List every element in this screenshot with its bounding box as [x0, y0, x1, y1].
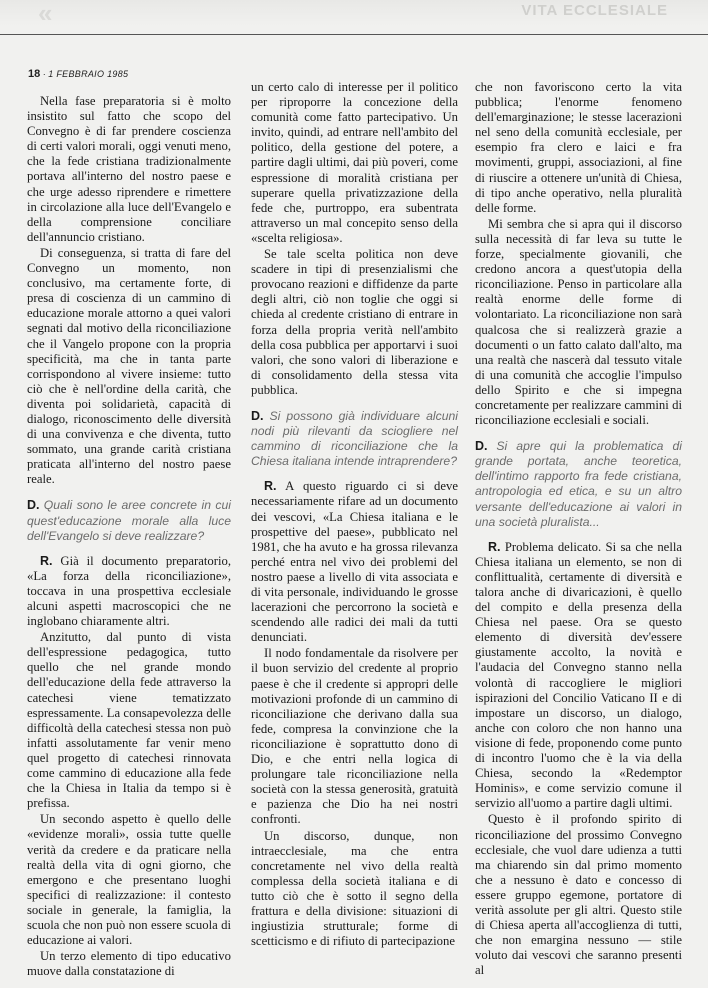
answer-text: Problema delicato. Si sa che nella Chiesa italiana un elemento, se non di conflittualità, certamente di diversità e talora anche di divaricazioni, è quello del compito e della presenza della Chiesa nel paese. Ora se questo elemento di diversità dev'essere giustamente accolto, la novità e l'audacia del Convegno stanno nella volontà di raccogliere le migliori ispirazioni del Concilio Vaticano II e di impostare un discorso, un dialogo, anche con coloro che non hanno una visione di fede, proponendo come punto di incontro l'uomo che è la via della Chiesa, secondo la «Redemptor Hominis», e come servizio comune il servizio all'uomo a partire dagli ultimi.: [475, 539, 682, 811]
question-text: Quali sono le aree concrete in cui quest'educazione morale alla luce dell'Evangelo si deve realizzare?: [27, 498, 231, 543]
column-2: [251, 80, 458, 950]
folio-separator: ·: [42, 69, 49, 79]
answer-label: R.: [488, 539, 501, 554]
column-3: [475, 80, 682, 979]
column-1: [27, 94, 231, 980]
previous-page-bleed: [0, 0, 708, 26]
answer-label: R.: [40, 553, 53, 568]
paragraph: un certo calo di interesse per il politico per riproporre la concezione della comunità come fatto partecipativo. Un invito, quindi, ad entrare nell'ambito del politico, della gestione del potere, a partire dagli ultimi, dai più poveri, come espressione di moralità cristiana per superare quella privatizzazione della fede che, purtroppo, era subentrata attraverso un mal concepito senso della «scelta religiosa».: [251, 80, 458, 245]
paragraph: Mi sembra che si apra qui il discorso sulla necessità di far leva su tutte le forze, specialmente giovanili, che credono ancora a quest'utopia della riconciliazione. Penso in particolare alla realtà enorme delle forme di volontariato. La riconciliazione non sarà qualcosa che si realizzerà grazie a documenti o un fatto calato dall'alto, ma una realtà che nascerà dal tessuto vitale di una comunità che accoglie l'impulso dello Spirito e che si impegna concretamente per realizzare cammini di riconciliazione ecclesiali e sociali.: [475, 216, 682, 428]
question: [27, 498, 231, 543]
question: [251, 409, 458, 469]
question-label: D.: [475, 439, 488, 454]
paragraph: Un discorso, dunque, non intraecclesiale, ma che entra concretamente nel vivo della realtà complessa della società italiana e di tutto ciò che è sotto il segno della frattura e della divisione: situazioni di ingiustizia strutturale; forme di scetticismo e di rifiuto di partecipazione: [251, 828, 458, 949]
paragraph: Di conseguenza, si tratta di fare del Convegno un momento, non conclusivo, ma certamente forte, di presa di coscienza di un cammino di educazione morale attorno a quei valori segnati dal motivo della riconciliazione che il Vangelo propone con la propria specificità, ma che in tanta parte corrispondono al vivere insieme: tutto ciò che è nell'ordine della carità, che diventa poi solidarietà, capacità di dialogo, riconoscimento delle diversità di una convivenza e che diventa, tutto sommato, una grande carità cristiana praticata all'interno del nostro paese reale.: [27, 245, 231, 487]
paragraph: Un secondo aspetto è quello delle «evidenze morali», ossia tutte quelle verità da credere e da praticare nella realtà della vita di ogni giorno, che emergono e che presentano luoghi specifici di realizzazione: il contesto sociale in generale, la famiglia, la scuola che non può non essere scuola di educazione ai valori.: [27, 812, 231, 948]
paragraph: Se tale scelta politica non deve scadere in tipi di presenzialismi che provocano reazioni e diffidenze da parte degli altri, ciò non toglie che oggi si chieda al credente cristiano di entrare in forza della propria verità nell'ambito della cosa pubblica per apportarvi i suoi valori, che sono valori di liberazione e di consolidamento della stessa vita pubblica.: [251, 247, 458, 397]
answer-label: R.: [264, 479, 277, 494]
question-text: Si apre qui la problematica di grande portata, anche teoretica, dell'intimo rapporto fra fede cristiana, antropologia ed etica, e su un altro versante dell'educazione ai valori in una società pluralista...: [475, 439, 683, 529]
paragraph: Il nodo fondamentale da risolvere per il buon servizio del credente al proprio paese è che il credente si appropri delle motivazioni profonde di un cammino di riconciliazione che derivano dalla sua fede, compresa la convinzione che la riconciliazione è soprattutto dono di Dio, e che entri nella logica di prolungare tale riconciliazione nella società con la stessa generosità, gratuità e pazienza che Dio ha nei nostri confronti.: [251, 646, 458, 827]
answer: [27, 554, 231, 629]
bleed-running-header: VITA ECCLESIALE: [521, 2, 668, 19]
answer: [475, 540, 682, 812]
answer-text: Già il documento preparatorio, «La forza della riconciliazione», toccava in una prospettiva ecclesiale alcuni aspetti macroscopici che ne inglobano chiaramente altri.: [27, 553, 231, 629]
answer: [251, 479, 458, 645]
paragraph: Nella fase preparatoria si è molto insistito sul fatto che scopo del Convegno è di far prendere coscienza di certi valori morali, oggi venuti meno, che la fede cristiana tradizionalmente portava all'interno del nostro paese e che urge adesso riprendere e rimettere in circolazione alla luce dell'Evangelo e della comprensione conciliare dell'annuncio cristiano.: [27, 94, 231, 244]
question-label: D.: [251, 408, 264, 423]
answer-text: A questo riguardo ci si deve necessariamente rifare ad un documento dei vescovi, «La Chiesa italiana e le prospettive del paese», pubblicato nel 1981, che ha avuto e ha grossa rilevanza perché entra nel vivo dei problemi del nostro paese a livello di vita associata e di vita personale, individuando le grosse lacerazioni che percorrono la società e scendendo alle radici dei mali da tutti denunciati.: [251, 479, 458, 645]
paragraph: Un terzo elemento di tipo educativo muove dalla constatazione di: [27, 949, 231, 979]
question-label: D.: [27, 498, 40, 513]
issue-date: 1 FEBBRAIO 1985: [48, 69, 129, 79]
page-folio: [28, 68, 128, 80]
header-rule: [0, 34, 708, 35]
paragraph: Questo è il profondo spirito di riconciliazione del prossimo Convegno ecclesiale, che vuol dare udienza a tutti ma chiarendo sin dal primo momento che a nessuno è dato e concesso di essere gruppo egemone, portatore di verità assolute per gli altri. Questo stile di Chiesa aperta all'accoglienza di tutti, che non emargina nessuno — stile voluto dai vescovi che saranno presenti al: [475, 812, 682, 978]
question-text: Si possono già individuare alcuni nodi più rilevanti da sciogliere nel cammino di riconciliazione che la Chiesa italiana intende intraprendere?: [251, 408, 458, 469]
page-number: 18: [28, 68, 41, 80]
bleed-logo-mark: «: [38, 0, 53, 28]
paragraph: che non favoriscono certo la vita pubblica; l'enorme fenomeno dell'emarginazione; le stesse lacerazioni nel seno della comunità ecclesiale, per esempio fra clero e laici e fra movimenti, gruppi, associazioni, al fine di riuscire a ottenere un'unità di Chiesa, di tipo anche operativo, nella pluralità delle forme.: [475, 80, 682, 215]
paragraph: Anzitutto, dal punto di vista dell'espressione pedagogica, tutto quello che nel grande mondo dell'educazione della fede attraverso la catechesi viene tematizzato espressamente. La consapevolezza delle difficoltà della catechesi stessa non può infatti assolutamente far venir meno quel progetto di catechesi rinnovata come cammino di educazione alla fede che la Chiesa in Italia da tempo si è prefissa.: [27, 630, 231, 811]
question: [475, 439, 682, 530]
